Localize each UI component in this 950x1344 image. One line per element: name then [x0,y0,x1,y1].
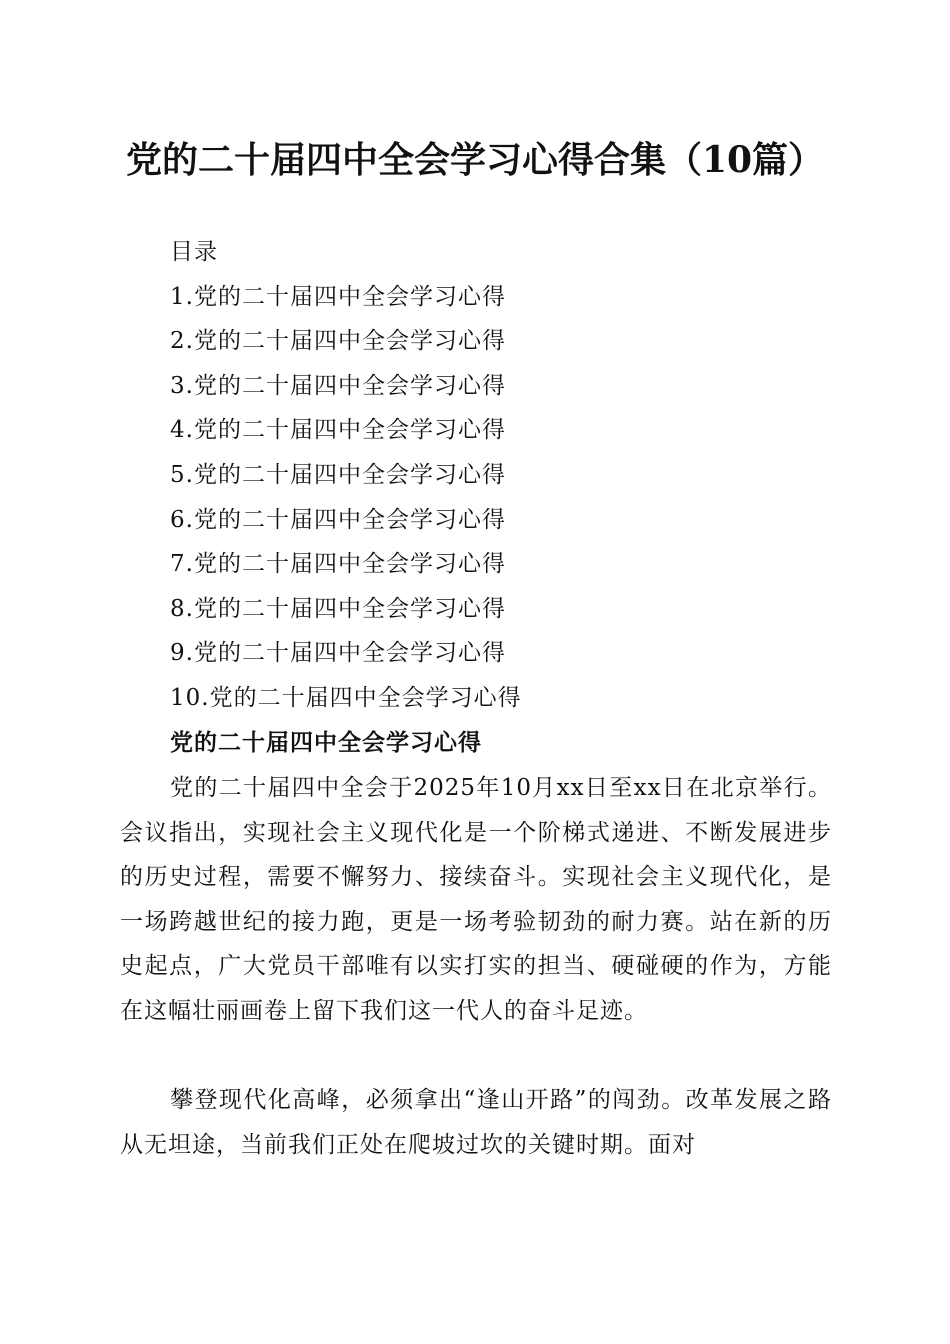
toc-item: 9.党的二十届四中全会学习心得 [170,640,506,667]
toc-item: 3.党的二十届四中全会学习心得 [170,372,506,399]
toc-heading: 目录 [170,239,218,265]
toc-item: 1.党的二十届四中全会学习心得 [170,283,506,310]
table-of-contents [170,230,522,721]
body-paragraph: 党的二十届四中全会于2025年10月xx日至xx日在北京举行。会议指出，实现社会主义现代化是一个阶梯式递进、不断发展进步的历史过程，需要不懈努力、接续奋斗。实现社会主义现代化，是一场跨越世纪的接力跑，更是一场考验韧劲的耐力赛。站在新的历史起点，广大党员干部唯有以实打实的担当、硬碰硬的作为，方能在这幅壮丽画卷上留下我们这一代人的奋斗足迹。 [120,775,832,1024]
toc-item: 10.党的二十届四中全会学习心得 [170,684,522,711]
toc-item: 6.党的二十届四中全会学习心得 [170,506,506,533]
body-paragraph: 攀登现代化高峰，必须拿出“逢山开路”的闯劲。改革发展之路从无坦途，当前我们正处在爬坡过坎的关键时期。面对 [120,1087,832,1158]
toc-item: 5.党的二十届四中全会学习心得 [170,461,506,488]
section-title: 党的二十届四中全会学习心得 [170,729,482,756]
toc-item: 2.党的二十届四中全会学习心得 [170,328,506,355]
toc-item: 7.党的二十届四中全会学习心得 [170,551,506,578]
toc-item: 4.党的二十届四中全会学习心得 [170,417,506,444]
toc-item: 8.党的二十届四中全会学习心得 [170,595,506,622]
document-title: 党的二十届四中全会学习心得合集（10篇） [125,139,825,181]
